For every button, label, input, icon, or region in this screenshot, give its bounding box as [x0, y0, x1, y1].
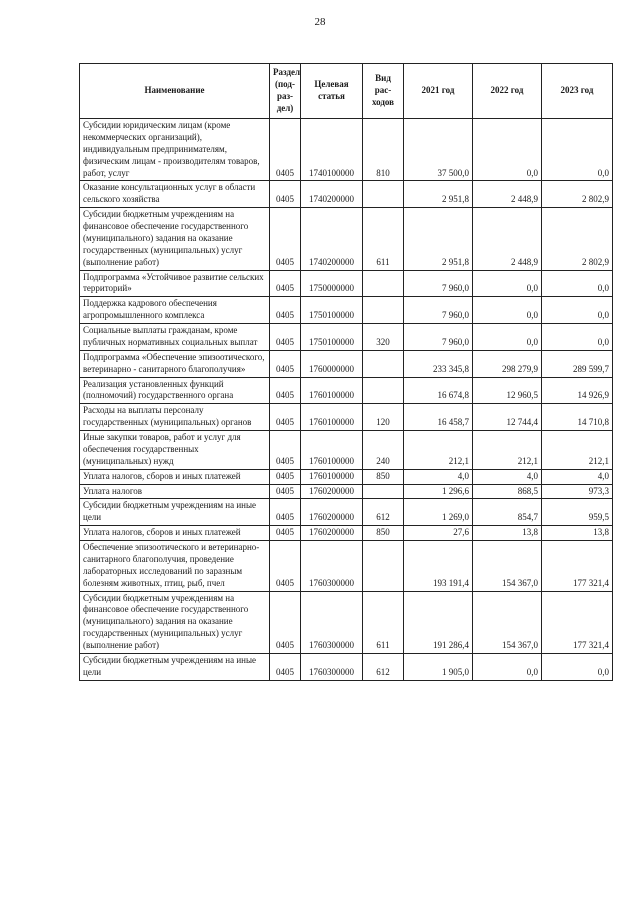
cell-2022: 854,7 [473, 499, 542, 526]
cell-2023: 289 599,7 [542, 350, 613, 377]
table-row [80, 270, 613, 297]
cell-2021: 16 674,8 [404, 377, 473, 404]
header-2023: 2023 год [542, 64, 613, 119]
cell-name: Субсидии бюджетным учреждениям на иные цели [80, 653, 270, 680]
table-row [80, 431, 613, 470]
table-row [80, 181, 613, 208]
cell-target: 1760100000 [301, 469, 363, 484]
cell-2023: 14 926,9 [542, 377, 613, 404]
table-row [80, 404, 613, 431]
cell-2022: 0,0 [473, 324, 542, 351]
cell-name: Иные закупки товаров, работ и услуг для обеспечения государственных (муниципальных) нужд [80, 431, 270, 470]
cell-2022: 0,0 [473, 653, 542, 680]
cell-name: Поддержка кадрового обеспечения агропромышленного комплекса [80, 297, 270, 324]
cell-name: Расходы на выплаты персоналу государственных (муниципальных) органов [80, 404, 270, 431]
cell-2022: 4,0 [473, 469, 542, 484]
cell-expense-type: 611 [363, 208, 404, 270]
cell-2022: 298 279,9 [473, 350, 542, 377]
cell-section: 0405 [270, 591, 301, 653]
cell-name: Реализация установленных функций (полномочий) государственного органа [80, 377, 270, 404]
header-row [80, 64, 613, 119]
cell-section: 0405 [270, 499, 301, 526]
cell-name: Подпрограмма «Обеспечение эпизоотического, ветеринарно - санитарного благополучия» [80, 350, 270, 377]
budget-table [79, 63, 613, 681]
cell-2021: 191 286,4 [404, 591, 473, 653]
cell-2021: 7 960,0 [404, 270, 473, 297]
cell-section: 0405 [270, 526, 301, 541]
cell-2023: 2 802,9 [542, 181, 613, 208]
cell-name: Уплата налогов [80, 484, 270, 499]
cell-name: Социальные выплаты гражданам, кроме публичных нормативных социальных выплат [80, 324, 270, 351]
header-expense-type: Вид рас-ходов [363, 64, 404, 119]
cell-2022: 2 448,9 [473, 208, 542, 270]
cell-section: 0405 [270, 653, 301, 680]
cell-2023: 14 710,8 [542, 404, 613, 431]
cell-section: 0405 [270, 377, 301, 404]
cell-section: 0405 [270, 484, 301, 499]
cell-expense-type: 850 [363, 469, 404, 484]
cell-target: 1760000000 [301, 350, 363, 377]
cell-expense-type: 611 [363, 591, 404, 653]
cell-expense-type: 612 [363, 499, 404, 526]
table-row [80, 469, 613, 484]
cell-target: 1760100000 [301, 377, 363, 404]
table-row [80, 377, 613, 404]
cell-2021: 193 191,4 [404, 541, 473, 592]
cell-target: 1750100000 [301, 297, 363, 324]
cell-target: 1740200000 [301, 181, 363, 208]
cell-expense-type: 612 [363, 653, 404, 680]
cell-2022: 154 367,0 [473, 541, 542, 592]
table-row [80, 591, 613, 653]
cell-2023: 0,0 [542, 119, 613, 181]
cell-expense-type: 850 [363, 526, 404, 541]
cell-2023: 4,0 [542, 469, 613, 484]
cell-name: Обеспечение эпизоотического и ветеринарно-санитарного благополучия, проведение лабораторных исследований по заразным болезням животных, птиц, рыб, пчел [80, 541, 270, 592]
cell-expense-type [363, 270, 404, 297]
cell-2022: 212,1 [473, 431, 542, 470]
cell-section: 0405 [270, 208, 301, 270]
cell-expense-type [363, 377, 404, 404]
table-row [80, 324, 613, 351]
header-2021: 2021 год [404, 64, 473, 119]
cell-expense-type [363, 350, 404, 377]
table-row [80, 499, 613, 526]
cell-2022: 154 367,0 [473, 591, 542, 653]
table-row [80, 653, 613, 680]
header-name: Наименование [80, 64, 270, 119]
header-2022: 2022 год [473, 64, 542, 119]
cell-2023: 973,3 [542, 484, 613, 499]
cell-section: 0405 [270, 297, 301, 324]
cell-expense-type [363, 297, 404, 324]
cell-2021: 7 960,0 [404, 324, 473, 351]
cell-section: 0405 [270, 181, 301, 208]
cell-section: 0405 [270, 119, 301, 181]
cell-2023: 212,1 [542, 431, 613, 470]
cell-2022: 12 960,5 [473, 377, 542, 404]
cell-expense-type [363, 484, 404, 499]
cell-2021: 1 905,0 [404, 653, 473, 680]
cell-target: 1740200000 [301, 208, 363, 270]
cell-2022: 13,8 [473, 526, 542, 541]
cell-section: 0405 [270, 431, 301, 470]
cell-2022: 0,0 [473, 270, 542, 297]
table-row [80, 297, 613, 324]
table-row [80, 541, 613, 592]
cell-expense-type [363, 541, 404, 592]
page-number: 28 [314, 16, 326, 28]
cell-name: Уплата налогов, сборов и иных платежей [80, 526, 270, 541]
table-row [80, 350, 613, 377]
cell-target: 1760200000 [301, 484, 363, 499]
cell-expense-type: 320 [363, 324, 404, 351]
cell-2022: 0,0 [473, 119, 542, 181]
cell-2023: 0,0 [542, 324, 613, 351]
cell-target: 1750100000 [301, 324, 363, 351]
cell-section: 0405 [270, 469, 301, 484]
cell-2022: 12 744,4 [473, 404, 542, 431]
cell-name: Подпрограмма «Устойчивое развитие сельских территорий» [80, 270, 270, 297]
cell-name: Уплата налогов, сборов и иных платежей [80, 469, 270, 484]
cell-name: Субсидии бюджетным учреждениям на иные цели [80, 499, 270, 526]
cell-2021: 7 960,0 [404, 297, 473, 324]
cell-target: 1760200000 [301, 499, 363, 526]
cell-2021: 2 951,8 [404, 181, 473, 208]
cell-2022: 868,5 [473, 484, 542, 499]
cell-2021: 37 500,0 [404, 119, 473, 181]
cell-target: 1760300000 [301, 653, 363, 680]
cell-target: 1740100000 [301, 119, 363, 181]
cell-2023: 177 321,4 [542, 591, 613, 653]
cell-expense-type [363, 181, 404, 208]
table-row [80, 208, 613, 270]
cell-2023: 0,0 [542, 653, 613, 680]
cell-2021: 1 296,6 [404, 484, 473, 499]
cell-section: 0405 [270, 270, 301, 297]
cell-2023: 13,8 [542, 526, 613, 541]
cell-2021: 16 458,7 [404, 404, 473, 431]
cell-2022: 0,0 [473, 297, 542, 324]
cell-target: 1760100000 [301, 404, 363, 431]
cell-name: Субсидии юридическим лицам (кроме некоммерческих организаций), индивидуальным предпринимателям, физическим лицам - производителям товаров, работ, услуг [80, 119, 270, 181]
cell-name: Субсидии бюджетным учреждениям на финансовое обеспечение государственного (муниципального) задания на оказание государственных (муниципальных) услуг (выполнение работ) [80, 591, 270, 653]
cell-section: 0405 [270, 350, 301, 377]
cell-name: Субсидии бюджетным учреждениям на финансовое обеспечение государственного (муниципального) задания на оказание государственных (муниципальных) услуг (выполнение работ) [80, 208, 270, 270]
cell-2021: 4,0 [404, 469, 473, 484]
cell-section: 0405 [270, 541, 301, 592]
cell-target: 1760300000 [301, 541, 363, 592]
cell-2021: 27,6 [404, 526, 473, 541]
header-target: Целевая статья [301, 64, 363, 119]
cell-target: 1760100000 [301, 431, 363, 470]
cell-expense-type: 810 [363, 119, 404, 181]
cell-2023: 959,5 [542, 499, 613, 526]
cell-expense-type: 120 [363, 404, 404, 431]
cell-section: 0405 [270, 404, 301, 431]
cell-2023: 0,0 [542, 297, 613, 324]
cell-2023: 177 321,4 [542, 541, 613, 592]
cell-2023: 0,0 [542, 270, 613, 297]
table-row [80, 526, 613, 541]
cell-2023: 2 802,9 [542, 208, 613, 270]
cell-section: 0405 [270, 324, 301, 351]
cell-2022: 2 448,9 [473, 181, 542, 208]
cell-2021: 212,1 [404, 431, 473, 470]
cell-2021: 2 951,8 [404, 208, 473, 270]
table-row [80, 484, 613, 499]
cell-target: 1760200000 [301, 526, 363, 541]
header-section: Раздел (под-раз-дел) [270, 64, 301, 119]
cell-expense-type: 240 [363, 431, 404, 470]
table-row [80, 119, 613, 181]
cell-2021: 1 269,0 [404, 499, 473, 526]
cell-target: 1750000000 [301, 270, 363, 297]
cell-name: Оказание консультационных услуг в области сельского хозяйства [80, 181, 270, 208]
cell-2021: 233 345,8 [404, 350, 473, 377]
cell-target: 1760300000 [301, 591, 363, 653]
